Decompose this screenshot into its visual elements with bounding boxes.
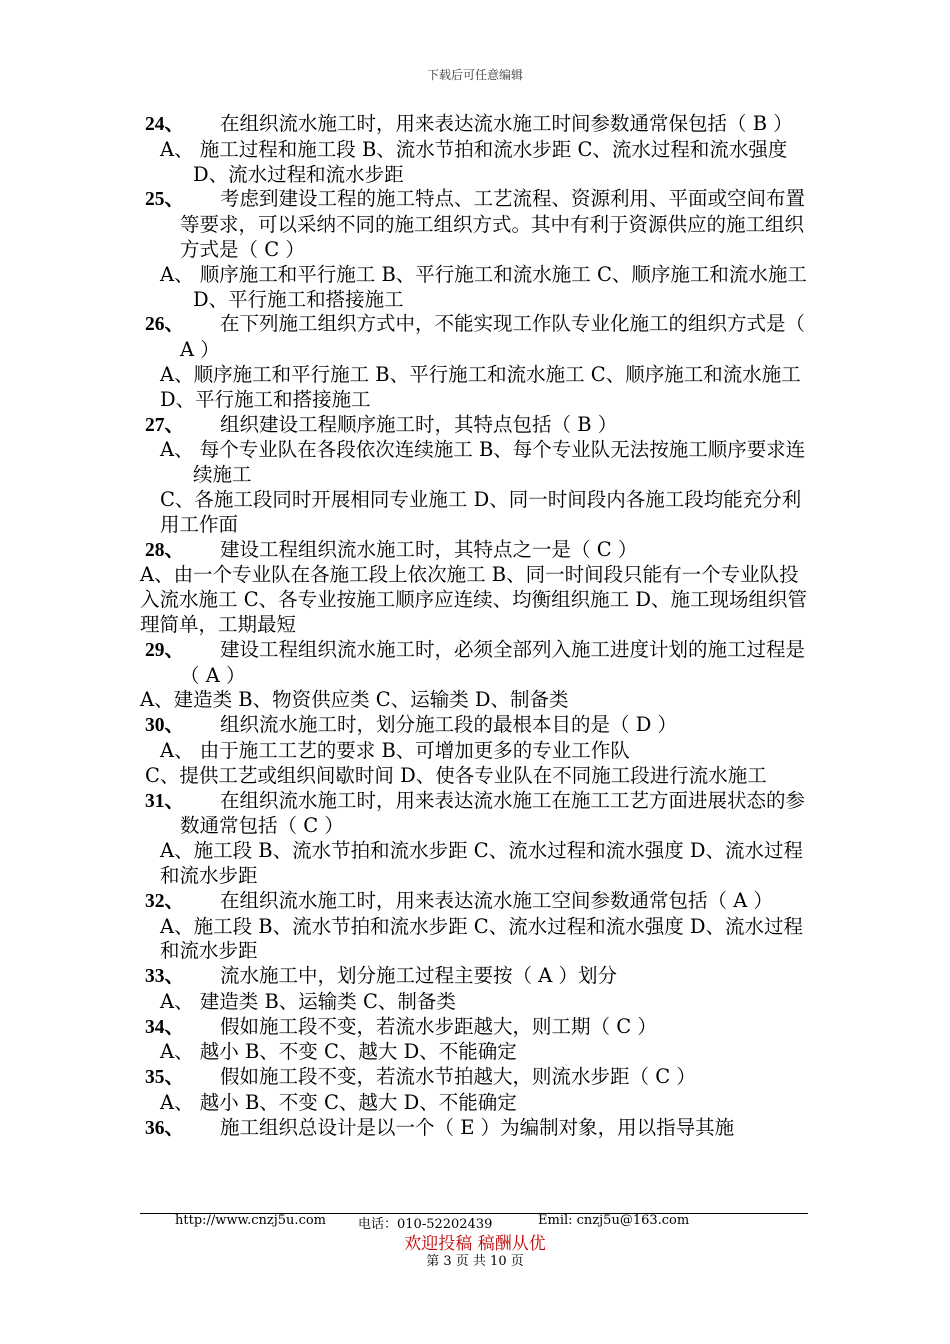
question-number: 27、 [145,414,185,436]
question-number: 30、 [145,715,185,737]
question-stem: 在组织流水施工时，用来表达流水施工空间参数通常包括（ A ） [220,888,773,912]
question-options: C、提供工艺或组织间歇时间 D、使各专业队在不同施工段进行流水施工 [145,763,767,787]
question-26 [140,312,812,363]
question-options: A、 顺序施工和平行施工 B、平行施工和流水施工 C、顺序施工和流水施工 D、平行施工和搭接施工 [160,262,807,311]
question-options: A、施工段 B、流水节拍和流水步距 C、流水过程和流水强度 D、流水过程和流水步距 [160,914,804,963]
question-number: 31、 [145,790,185,812]
question-options: A、 每个专业队在各段依次连续施工 B、每个专业队无法按施工顺序要求连续施工 [160,438,806,487]
question-stem: 流水施工中，划分施工过程主要按（ A ）划分 [220,964,617,988]
question-stem: 在组织流水施工时，用来表达流水施工在施工工艺方面进展状态的参数通常包括（ C ） [180,788,806,838]
question-number: 25、 [145,189,185,211]
page-number: 第 3 页 共 10 页 [426,1254,524,1269]
footer-welcome: 欢迎投稿 稿酬从优 [404,1234,546,1254]
question-options: A、 越小 B、不变 C、越大 D、不能确定 [160,1040,517,1064]
question-number: 35、 [145,1067,185,1089]
question-number: 29、 [145,639,185,661]
page-header: 下载后可任意编辑 [426,68,523,82]
question-stem: 组织流水施工时，划分施工段的最根本目的是（ D ） [220,713,678,737]
question-33 [140,964,812,990]
question-options: C、各施工段同时开展相同专业施工 D、同一时间段内各施工段均能充分利用工作面 [160,487,802,536]
footer-url: http://www.cnzj5u.com [175,1213,326,1228]
question-32 [140,889,812,915]
question-options: A、施工段 B、流水节拍和流水步距 C、流水过程和流水强度 D、流水过程和流水步距 [160,839,804,887]
question-stem: 在下列施工组织方式中，不能实现工作队专业化施工的组织方式是（ A ） [180,312,806,362]
question-number: 34、 [145,1016,185,1038]
question-number: 32、 [145,890,185,912]
question-35 [140,1065,812,1091]
question-29 [140,638,812,689]
question-stem: 假如施工段不变，若流水节拍越大，则流水步距（ C ） [220,1065,696,1089]
question-stem: 施工组织总设计是以一个（ E ）为编制对象，用以指导其施 [220,1115,735,1139]
document-body [140,112,812,1142]
question-stem: 在组织流水施工时，用来表达流水施工时间参数通常保包括（ B ） [220,112,793,135]
question-options: A、建造类 B、物资供应类 C、运输类 D、制备类 [140,688,569,712]
question-stem: 建设工程组织流水施工时，必须全部列入施工进度计划的施工过程是（ A ） [180,637,806,687]
question-31 [140,789,812,840]
question-34 [140,1015,812,1041]
question-options: A、 建造类 B、运输类 C、制备类 [160,989,456,1013]
question-number: 24、 [145,114,185,135]
question-number: 26、 [145,314,185,336]
question-24 [140,112,812,138]
question-options: A、 施工过程和施工段 B、流水节拍和流水步距 C、流水过程和流水强度 D、流水过程和流水步距 [160,137,788,186]
question-stem: 考虑到建设工程的施工特点、工艺流程、资源利用、平面或空间布置等要求，可以采纳不同的施工组织方式。其中有利于资源供应的施工组织方式是（ C ） [180,187,806,261]
question-36 [140,1116,812,1142]
question-number: 28、 [145,539,185,561]
question-30 [140,713,812,739]
question-28 [140,538,812,564]
question-number: 36、 [145,1117,185,1139]
question-stem: 组织建设工程顺序施工时，其特点包括（ B ） [220,412,618,436]
question-options: A、顺序施工和平行施工 B、平行施工和流水施工 C、顺序施工和流水施工 D、平行施工和搭接施工 [160,362,801,411]
question-stem: 建设工程组织流水施工时，其特点之一是（ C ） [220,537,638,561]
footer-email: Emil: cnzj5u@163.com [538,1213,690,1228]
question-27 [140,413,812,439]
footer-phone: 电话：010-52202439 [358,1217,493,1232]
question-options: A、 由于施工工艺的要求 B、可增加更多的专业工作队 [160,738,630,762]
question-25 [140,187,812,262]
question-options: A、 越小 B、不变 C、越大 D、不能确定 [160,1091,517,1115]
question-options: A、由一个专业队在各施工段上依次施工 B、同一时间段只能有一个专业队投入流水施工 C、各专业按施工顺序应连续、均衡组织施工 D、施工现场组织管理简单，工期最短 [140,563,807,636]
question-stem: 假如施工段不变，若流水步距越大，则工期（ C ） [220,1014,657,1038]
question-number: 33、 [145,966,185,988]
